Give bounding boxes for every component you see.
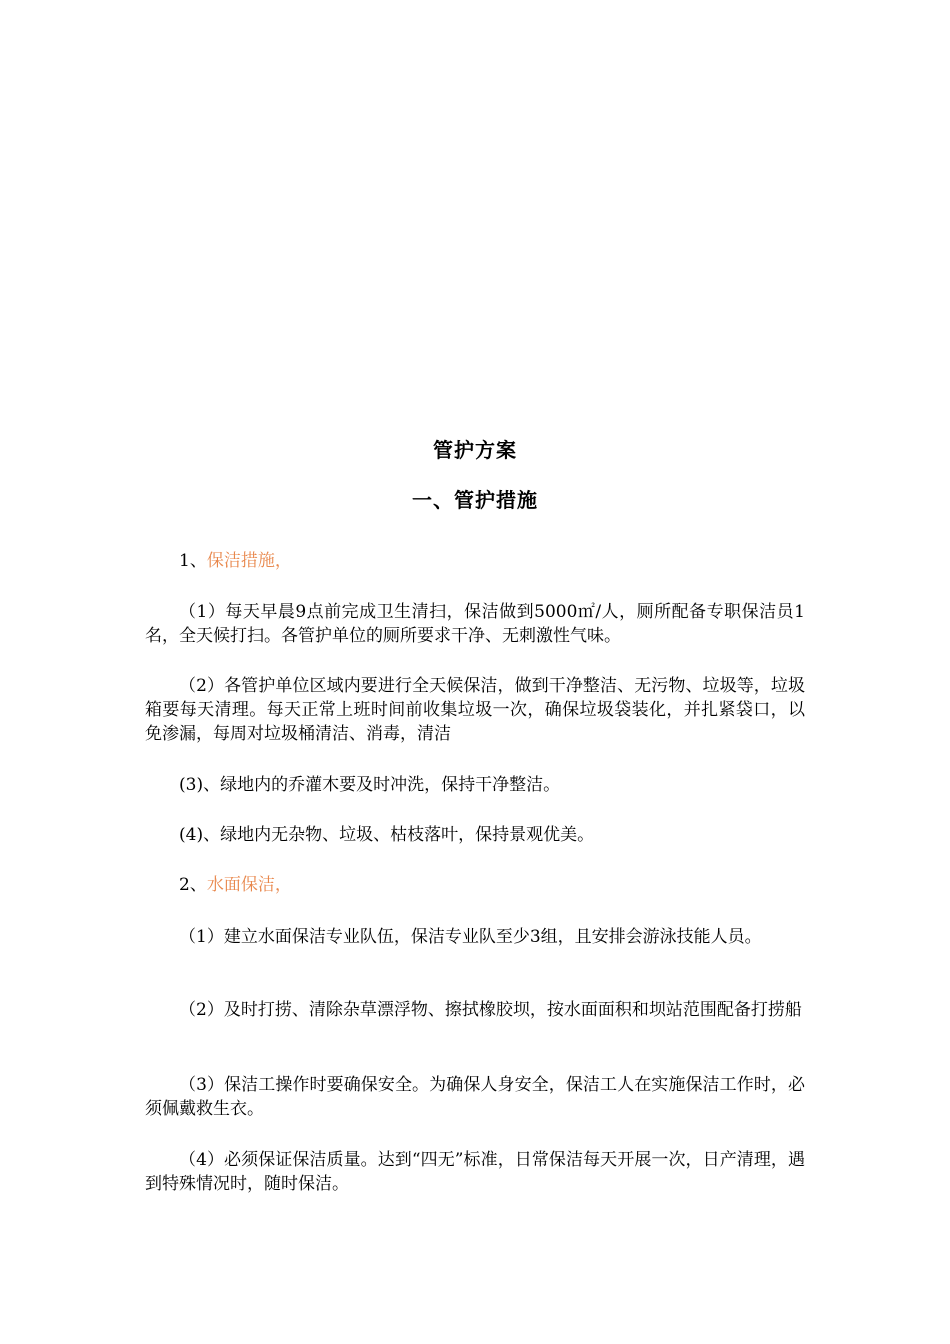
section-title: 一、管护措施	[412, 488, 538, 512]
paragraph-item: （3）保洁工操作时要确保安全。为确保人身安全，保洁工人在实施保洁工作时，必须佩戴救生衣。	[145, 1075, 805, 1119]
paragraph-item: (3)、绿地内的乔灌木要及时冲洗，保持干净整洁。	[179, 775, 561, 795]
subsection-heading-text: 保洁措施，	[206, 551, 292, 571]
subsection-heading-water	[145, 873, 805, 897]
subsection-heading-text: 水面保洁，	[206, 875, 292, 895]
paragraph-item: (4)、绿地内无杂物、垃圾、枯枝落叶，保持景观优美。	[179, 825, 595, 845]
paragraph-item: （2）及时打捞、清除杂草漂浮物、擦拭橡胶坝，按水面面积和坝站范围配备打捞船	[179, 1000, 802, 1020]
paragraph-item: （1）每天早晨9点前完成卫生清扫，保洁做到5000㎡/人，厕所配备专职保洁员1名，全天候打扫。各管护单位的厕所要求干净、无刺激性气味。	[145, 602, 805, 646]
paragraph-item: （4）必须保证保洁质量。达到“四无”标准，日常保洁每天开展一次，日产清理，遇到特殊情况时，随时保洁。	[145, 1150, 805, 1194]
document-title: 管护方案	[433, 438, 517, 462]
subsection-number: 2、	[179, 875, 207, 895]
paragraph-item: （2）各管护单位区域内要进行全天候保洁，做到干净整洁、无污物、垃圾等，垃圾箱要每天清理。每天正常上班时间前收集垃圾一次，确保垃圾袋装化，并扎紧袋口，以免渗漏，每周对垃圾桶清洁、消毒，清洁	[145, 676, 805, 744]
subsection-number: 1、	[179, 551, 207, 571]
paragraph-item: （1）建立水面保洁专业队伍，保洁专业队至少3组，且安排会游泳技能人员。	[179, 927, 762, 947]
subsection-heading-cleaning	[145, 549, 805, 573]
